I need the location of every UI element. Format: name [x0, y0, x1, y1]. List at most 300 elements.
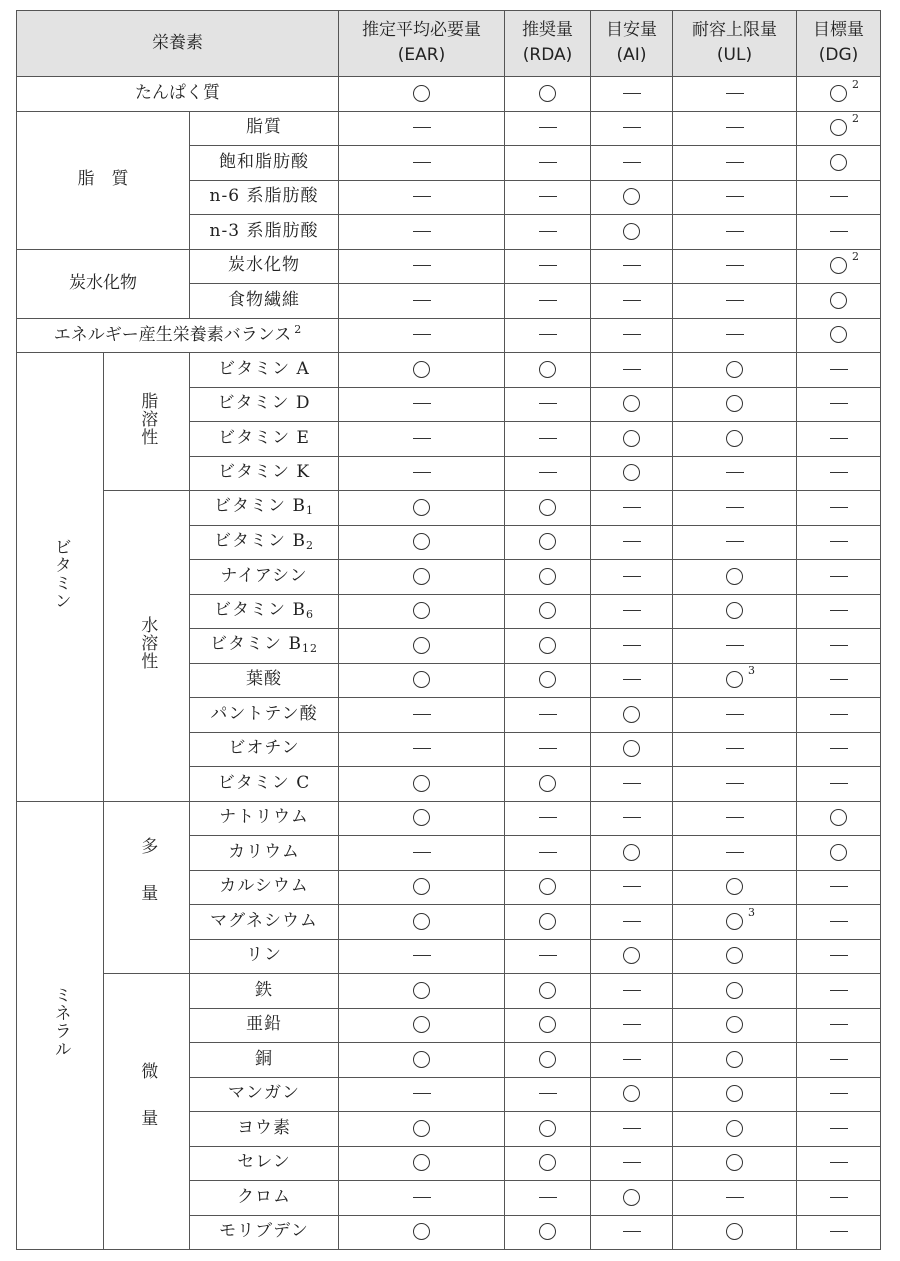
- circle-icon: [726, 878, 743, 895]
- header-ai: [591, 11, 673, 77]
- dash-icon: [413, 438, 431, 439]
- dash-mark: [623, 636, 641, 656]
- dash-icon: [726, 748, 744, 749]
- dash-icon: [726, 852, 744, 853]
- mark-rda: [505, 1112, 591, 1147]
- row-energy-balance: [17, 318, 881, 353]
- group-carb: 炭水化物: [17, 249, 190, 318]
- dash-icon: [830, 1093, 848, 1094]
- dash-icon: [726, 334, 744, 335]
- mark-dg: [797, 767, 881, 802]
- circle-mark: [726, 1084, 743, 1104]
- dash-mark: [726, 774, 744, 794]
- mark-ul: [673, 732, 797, 767]
- mark-ul: [673, 249, 797, 284]
- circle-mark: [623, 1084, 640, 1104]
- mark-ear: [339, 456, 505, 491]
- mark-rda: [505, 836, 591, 871]
- dash-mark: [830, 1050, 848, 1070]
- mark-ai: [591, 77, 673, 112]
- dash-mark: [830, 1222, 848, 1242]
- dash-mark: [830, 1119, 848, 1139]
- dash-mark: [539, 222, 557, 242]
- mark-ai: [591, 1077, 673, 1112]
- circle-icon: [623, 430, 640, 447]
- circle-mark: [539, 670, 556, 690]
- nutrient-name: ビタミン E: [190, 422, 339, 457]
- circle-icon: [539, 637, 556, 654]
- circle-mark: [413, 774, 430, 794]
- mark-ai: [591, 249, 673, 284]
- mark-ai: [591, 1181, 673, 1216]
- mark-dg: [797, 870, 881, 905]
- group-fat-soluble: [104, 353, 190, 491]
- dash-mark: [830, 429, 848, 449]
- dash-mark: [623, 1119, 641, 1139]
- dash-icon: [623, 645, 641, 646]
- mark-rda: [505, 698, 591, 733]
- nutrient-name: [190, 525, 339, 560]
- dash-mark: [413, 705, 431, 725]
- dash-icon: [726, 507, 744, 508]
- mark-rda: [505, 422, 591, 457]
- circle-icon: [413, 809, 430, 826]
- dash-mark: [830, 187, 848, 207]
- mark-ear: [339, 594, 505, 629]
- dash-icon: [726, 93, 744, 94]
- mark-dg: [797, 629, 881, 664]
- dash-mark: [539, 187, 557, 207]
- footnote-number: 2: [852, 250, 860, 264]
- dash-icon: [413, 955, 431, 956]
- mark-rda: [505, 249, 591, 284]
- dash-icon: [413, 127, 431, 128]
- dash-mark: [413, 429, 431, 449]
- mark-ai: [591, 387, 673, 422]
- mark-ear: [339, 1181, 505, 1216]
- nutrient-name: n-6 系脂肪酸: [190, 180, 339, 215]
- dash-mark: [539, 1188, 557, 1208]
- dash-icon: [726, 1197, 744, 1198]
- circle-mark: [726, 601, 743, 621]
- mark-ai: [591, 801, 673, 836]
- circle-mark: [830, 112, 860, 138]
- circle-mark: [623, 843, 640, 863]
- dash-mark: [830, 877, 848, 897]
- circle-mark: [539, 1015, 556, 1035]
- circle-mark: [539, 601, 556, 621]
- mark-ul: [673, 284, 797, 319]
- circle-mark: [830, 153, 847, 173]
- mark-ear: [339, 939, 505, 974]
- dash-icon: [623, 541, 641, 542]
- footnote-number: 2: [852, 77, 860, 91]
- circle-icon: [413, 1120, 430, 1137]
- mark-ul: [673, 1215, 797, 1250]
- mark-ul: [673, 77, 797, 112]
- mark-ul: [673, 353, 797, 388]
- dash-mark: [726, 532, 744, 552]
- circle-mark: [539, 1050, 556, 1070]
- mark-dg: [797, 215, 881, 250]
- dash-icon: [726, 645, 744, 646]
- dash-icon: [413, 1197, 431, 1198]
- dash-icon: [830, 576, 848, 577]
- dash-mark: [623, 601, 641, 621]
- nutrient-name: たんぱく質: [17, 77, 339, 112]
- dash-icon: [539, 817, 557, 818]
- dash-mark: [623, 1153, 641, 1173]
- mark-ul: [673, 1008, 797, 1043]
- mark-ai: [591, 284, 673, 319]
- circle-mark: [726, 429, 743, 449]
- mark-ear: [339, 801, 505, 836]
- row-carbohydrate: [17, 249, 881, 284]
- circle-mark: [623, 222, 640, 242]
- dash-icon: [830, 955, 848, 956]
- circle-mark: [539, 498, 556, 518]
- dash-mark: [623, 981, 641, 1001]
- dash-mark: [830, 1015, 848, 1035]
- dash-icon: [623, 817, 641, 818]
- mark-ear: [339, 629, 505, 664]
- row-sodium: [17, 801, 881, 836]
- dash-icon: [830, 507, 848, 508]
- circle-icon: [726, 430, 743, 447]
- circle-mark: [726, 1222, 743, 1242]
- circle-mark: [726, 1153, 743, 1173]
- nutrient-name: 炭水化物: [190, 249, 339, 284]
- dash-icon: [830, 369, 848, 370]
- dash-mark: [726, 222, 744, 242]
- dash-icon: [623, 679, 641, 680]
- mark-rda: [505, 1043, 591, 1078]
- dash-icon: [539, 714, 557, 715]
- mark-ear: [339, 525, 505, 560]
- dash-mark: [726, 256, 744, 276]
- nutrient-name-energy: [17, 318, 339, 353]
- dash-icon: [830, 783, 848, 784]
- circle-mark: [413, 1153, 430, 1173]
- mark-rda: [505, 1008, 591, 1043]
- dash-mark: [623, 774, 641, 794]
- dash-mark: [413, 291, 431, 311]
- mark-ul: [673, 560, 797, 595]
- circle-mark: [413, 670, 430, 690]
- dash-icon: [623, 334, 641, 335]
- mark-ai: [591, 698, 673, 733]
- dash-icon: [539, 472, 557, 473]
- dash-mark: [623, 532, 641, 552]
- mark-dg: [797, 698, 881, 733]
- mark-dg: [797, 594, 881, 629]
- dash-mark: [623, 256, 641, 276]
- mark-ear: [339, 491, 505, 526]
- circle-icon: [413, 1154, 430, 1171]
- dash-icon: [830, 748, 848, 749]
- dash-icon: [539, 852, 557, 853]
- mark-ul: [673, 1146, 797, 1181]
- dash-icon: [830, 679, 848, 680]
- mark-rda: [505, 629, 591, 664]
- dash-mark: [413, 222, 431, 242]
- dash-mark: [726, 498, 744, 518]
- dash-mark: [830, 567, 848, 587]
- dash-mark: [830, 360, 848, 380]
- circle-icon: [623, 1189, 640, 1206]
- mark-ul: [673, 1043, 797, 1078]
- mark-rda: [505, 525, 591, 560]
- dash-icon: [830, 1128, 848, 1129]
- dash-mark: [623, 498, 641, 518]
- circle-icon: [413, 602, 430, 619]
- dash-mark: [623, 1015, 641, 1035]
- dash-icon: [830, 231, 848, 232]
- dash-mark: [413, 739, 431, 759]
- dash-icon: [539, 1197, 557, 1198]
- circle-icon: [726, 913, 743, 930]
- circle-icon: [413, 568, 430, 585]
- circle-icon: [539, 361, 556, 378]
- mark-ul: [673, 939, 797, 974]
- mark-rda: [505, 284, 591, 319]
- circle-icon: [539, 499, 556, 516]
- circle-icon: [413, 85, 430, 102]
- circle-mark: [413, 601, 430, 621]
- circle-icon: [830, 292, 847, 309]
- mark-ai: [591, 1146, 673, 1181]
- circle-icon: [726, 947, 743, 964]
- nutrient-name: マンガン: [190, 1077, 339, 1112]
- mark-ul: [673, 146, 797, 181]
- circle-mark: [623, 429, 640, 449]
- group-macro: [104, 801, 190, 974]
- dash-icon: [623, 610, 641, 611]
- row-iron: [17, 974, 881, 1009]
- dash-icon: [539, 127, 557, 128]
- mark-dg: [797, 663, 881, 698]
- circle-mark: [413, 1222, 430, 1242]
- circle-mark: [726, 1050, 743, 1070]
- mark-ear: [339, 111, 505, 146]
- mark-ul: [673, 491, 797, 526]
- mark-ear: [339, 1146, 505, 1181]
- mark-ai: [591, 180, 673, 215]
- nutrient-base: ビタミン B: [214, 496, 306, 517]
- dash-mark: [623, 153, 641, 173]
- mark-ul: [673, 180, 797, 215]
- mark-ai: [591, 560, 673, 595]
- circle-icon: [623, 188, 640, 205]
- dash-mark: [539, 118, 557, 138]
- dash-icon: [413, 714, 431, 715]
- mark-ear: [339, 836, 505, 871]
- dash-icon: [413, 334, 431, 335]
- mark-rda: [505, 732, 591, 767]
- dash-mark: [539, 808, 557, 828]
- mark-dg: [797, 525, 881, 560]
- circle-mark: [726, 981, 743, 1001]
- dash-icon: [830, 714, 848, 715]
- circle-mark: [539, 84, 556, 104]
- mark-rda: [505, 180, 591, 215]
- dash-icon: [830, 472, 848, 473]
- dash-mark: [539, 153, 557, 173]
- dash-icon: [539, 334, 557, 335]
- header-dg-abbr: (DG): [818, 45, 859, 65]
- mark-ai: [591, 1215, 673, 1250]
- dash-mark: [539, 946, 557, 966]
- mark-ul: [673, 801, 797, 836]
- circle-mark: [413, 877, 430, 897]
- circle-icon: [726, 1154, 743, 1171]
- circle-mark: [726, 394, 743, 414]
- dash-icon: [539, 955, 557, 956]
- mark-ul: [673, 111, 797, 146]
- mark-ear: [339, 1077, 505, 1112]
- mark-ear: [339, 767, 505, 802]
- mark-ear: [339, 1008, 505, 1043]
- mark-ul: [673, 422, 797, 457]
- circle-icon: [623, 1085, 640, 1102]
- mark-ul: [673, 629, 797, 664]
- mark-ai: [591, 111, 673, 146]
- header-dg: [797, 11, 881, 77]
- dash-mark: [830, 739, 848, 759]
- mark-ear: [339, 146, 505, 181]
- circle-icon: [413, 499, 430, 516]
- dash-mark: [830, 705, 848, 725]
- dash-mark: [726, 187, 744, 207]
- nutrient-name: 飽和脂肪酸: [190, 146, 339, 181]
- nutrient-name: 葉酸: [190, 663, 339, 698]
- circle-mark: [539, 360, 556, 380]
- row-vit-b1: [17, 491, 881, 526]
- dash-icon: [623, 1059, 641, 1060]
- dash-mark: [830, 532, 848, 552]
- mark-dg: [797, 180, 881, 215]
- mark-rda: [505, 870, 591, 905]
- circle-mark: [726, 905, 756, 932]
- mark-dg: [797, 111, 881, 146]
- dash-mark: [623, 84, 641, 104]
- circle-mark: [413, 636, 430, 656]
- circle-mark: [830, 843, 847, 863]
- circle-mark: [623, 187, 640, 207]
- mark-dg: [797, 456, 881, 491]
- dash-mark: [539, 705, 557, 725]
- group-water-soluble-label: 水溶性: [137, 615, 158, 670]
- mark-ai: [591, 939, 673, 974]
- nutrient-name: [190, 629, 339, 664]
- mark-dg: [797, 77, 881, 112]
- circle-icon: [623, 464, 640, 481]
- nutrient-name: マグネシウム: [190, 905, 339, 940]
- energy-balance-label: エネルギー産生栄養素バランス: [53, 325, 292, 346]
- dash-mark: [830, 981, 848, 1001]
- dash-icon: [539, 162, 557, 163]
- mark-dg: [797, 801, 881, 836]
- mark-dg: [797, 1112, 881, 1147]
- circle-mark: [726, 946, 743, 966]
- circle-mark: [539, 912, 556, 932]
- group-macro-label: 多量: [137, 837, 158, 932]
- mark-ai: [591, 767, 673, 802]
- mark-ear: [339, 974, 505, 1009]
- dash-mark: [726, 84, 744, 104]
- nutrient-name: 亜鉛: [190, 1008, 339, 1043]
- dash-icon: [539, 748, 557, 749]
- dash-mark: [623, 877, 641, 897]
- dash-icon: [830, 1162, 848, 1163]
- mark-rda: [505, 353, 591, 388]
- mark-ul: [673, 767, 797, 802]
- mark-rda: [505, 560, 591, 595]
- mark-rda: [505, 77, 591, 112]
- dash-icon: [830, 990, 848, 991]
- mark-ai: [591, 525, 673, 560]
- mark-rda: [505, 1146, 591, 1181]
- nutrient-name: ヨウ素: [190, 1112, 339, 1147]
- dash-icon: [413, 162, 431, 163]
- nutrient-name: モリブデン: [190, 1215, 339, 1250]
- mark-ear: [339, 732, 505, 767]
- mark-rda: [505, 767, 591, 802]
- mark-ear: [339, 1215, 505, 1250]
- header-nutrient: 栄養素: [17, 11, 339, 77]
- mark-dg: [797, 974, 881, 1009]
- circle-icon: [726, 361, 743, 378]
- mark-ear: [339, 1043, 505, 1078]
- dash-icon: [726, 300, 744, 301]
- nutrient-name: n-3 系脂肪酸: [190, 215, 339, 250]
- mark-ai: [591, 870, 673, 905]
- dash-mark: [623, 118, 641, 138]
- dash-icon: [539, 300, 557, 301]
- nutrient-name: ビタミン D: [190, 387, 339, 422]
- circle-mark: [726, 1119, 743, 1139]
- circle-mark: [726, 877, 743, 897]
- group-lipid: 脂 質: [17, 111, 190, 249]
- circle-icon: [726, 671, 743, 688]
- nutrient-name: パントテン酸: [190, 698, 339, 733]
- dash-mark: [830, 1153, 848, 1173]
- mark-ear: [339, 560, 505, 595]
- circle-icon: [539, 671, 556, 688]
- mark-rda: [505, 318, 591, 353]
- circle-mark: [539, 1153, 556, 1173]
- circle-icon: [830, 844, 847, 861]
- group-mineral: [17, 801, 104, 1250]
- dash-mark: [539, 463, 557, 483]
- dash-icon: [623, 127, 641, 128]
- circle-icon: [726, 568, 743, 585]
- header-ear: [339, 11, 505, 77]
- circle-icon: [413, 671, 430, 688]
- dash-mark: [413, 325, 431, 345]
- nutrient-subscript: 6: [305, 607, 314, 621]
- nutrient-name: セレン: [190, 1146, 339, 1181]
- circle-mark: [623, 394, 640, 414]
- mark-ul: [673, 974, 797, 1009]
- dash-icon: [413, 300, 431, 301]
- dash-mark: [413, 187, 431, 207]
- circle-icon: [413, 775, 430, 792]
- group-vitamin: [17, 353, 104, 802]
- mark-dg: [797, 249, 881, 284]
- circle-icon: [413, 533, 430, 550]
- header-ul-label: 耐容上限量: [692, 20, 778, 41]
